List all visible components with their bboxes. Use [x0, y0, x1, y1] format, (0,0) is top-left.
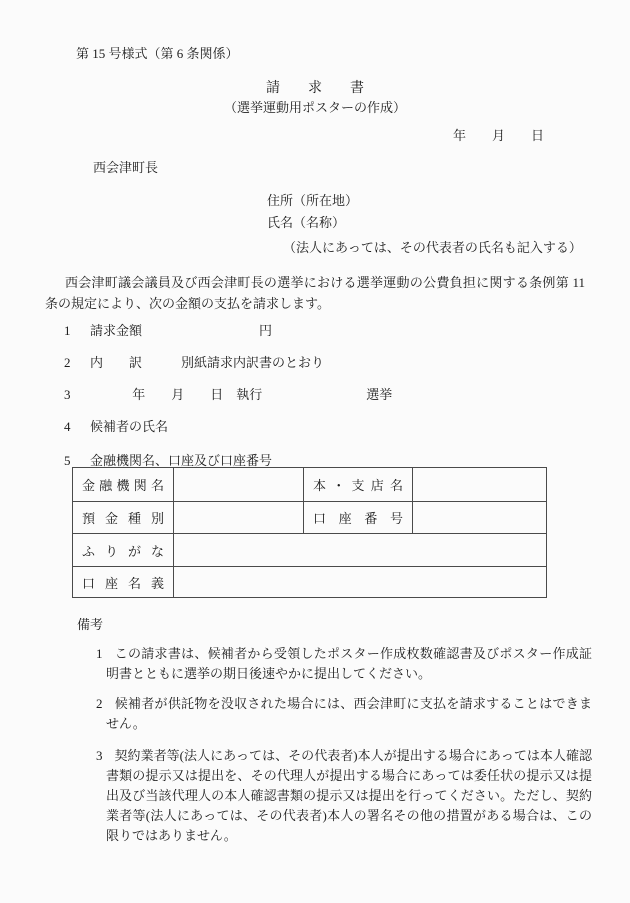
item-label: 年 月 日 執行 選挙	[90, 387, 393, 402]
item-label: 金融機関名、口座及び口座番号	[90, 453, 273, 468]
item-claim-amount	[64, 323, 272, 339]
item-label: 請求金額 円	[90, 323, 273, 338]
corporate-note: （法人にあっては、その代表者の氏名も記入する）	[283, 240, 582, 255]
furigana-label: ふ り が な	[73, 534, 174, 567]
name-label: 氏名（名称）	[267, 215, 346, 230]
note-text: 契約業者等(法人にあっては、その代表者)本人が提出する場合にあっては本人確認書類の提示又は提出を、その代理人が提出する場合にあっては委任状の提示又は提出及び当該代理人の本人確認書類の提示又は提出を行ってください。ただし、契約業者等(法人にあっては、その代表者)本人の署名その他の措置がある場合は、この限りではありません。	[106, 748, 592, 843]
account-number-value	[413, 502, 547, 534]
address-label: 住所（所在地）	[267, 193, 359, 208]
note-number: 2	[96, 696, 103, 711]
body-paragraph: 西会津町議会議員及び西会津町長の選挙における選挙運動の公費負担に関する条例第 11条の規定により、次の金額の支払を請求します。	[45, 275, 585, 311]
remark-note	[96, 746, 592, 846]
note-text: この請求書は、候補者から受領したポスター作成枚数確認書及びポスター作成証明書とともに選挙の期日後速やかに提出してください。	[106, 646, 592, 681]
bank-name-value	[174, 468, 304, 502]
account-holder-value	[174, 567, 547, 598]
item-label: 内 訳 別紙請求内訳書のとおり	[90, 355, 325, 370]
date-line: 年 月 日	[453, 128, 545, 143]
applicant-block	[267, 190, 358, 234]
deposit-type-label: 預 金 種 別	[73, 502, 174, 534]
item-label: 候補者の氏名	[90, 419, 169, 434]
note-number: 1	[96, 646, 103, 661]
document-title: 請 求 書	[266, 81, 364, 96]
deposit-type-value	[174, 502, 304, 534]
item-number: 2	[64, 355, 71, 370]
item-candidate-name	[64, 419, 168, 435]
document-subtitle: （選挙運動用ポスターの作成）	[223, 100, 406, 115]
item-number: 1	[64, 323, 71, 338]
bank-name-label: 金 融 機 関 名	[73, 468, 174, 502]
branch-name-value	[413, 468, 547, 502]
item-number: 4	[64, 419, 71, 434]
item-election-date	[64, 387, 392, 403]
note-text: 候補者が供託物を没収された場合には、西会津町に支払を請求することはできません。	[106, 696, 592, 731]
remarks-heading: 備考	[77, 617, 104, 632]
remarks-notes	[0, 644, 592, 846]
item-number: 5	[64, 453, 71, 468]
note-number: 3	[96, 748, 103, 763]
account-number-label: 口 座 番 号	[304, 502, 413, 534]
remark-note	[96, 694, 592, 734]
form-number: 第 15 号様式（第 6 条関係）	[76, 46, 239, 61]
remark-note	[96, 644, 592, 684]
account-holder-label: 口 座 名 義	[73, 567, 174, 598]
item-number: 3	[64, 387, 71, 402]
title-block	[0, 79, 630, 117]
item-breakdown	[64, 355, 324, 371]
bank-info-table	[72, 467, 547, 598]
furigana-value	[174, 534, 547, 567]
branch-name-label: 本 ・ 支 店 名	[304, 468, 413, 502]
addressee: 西会津町長	[93, 160, 159, 175]
